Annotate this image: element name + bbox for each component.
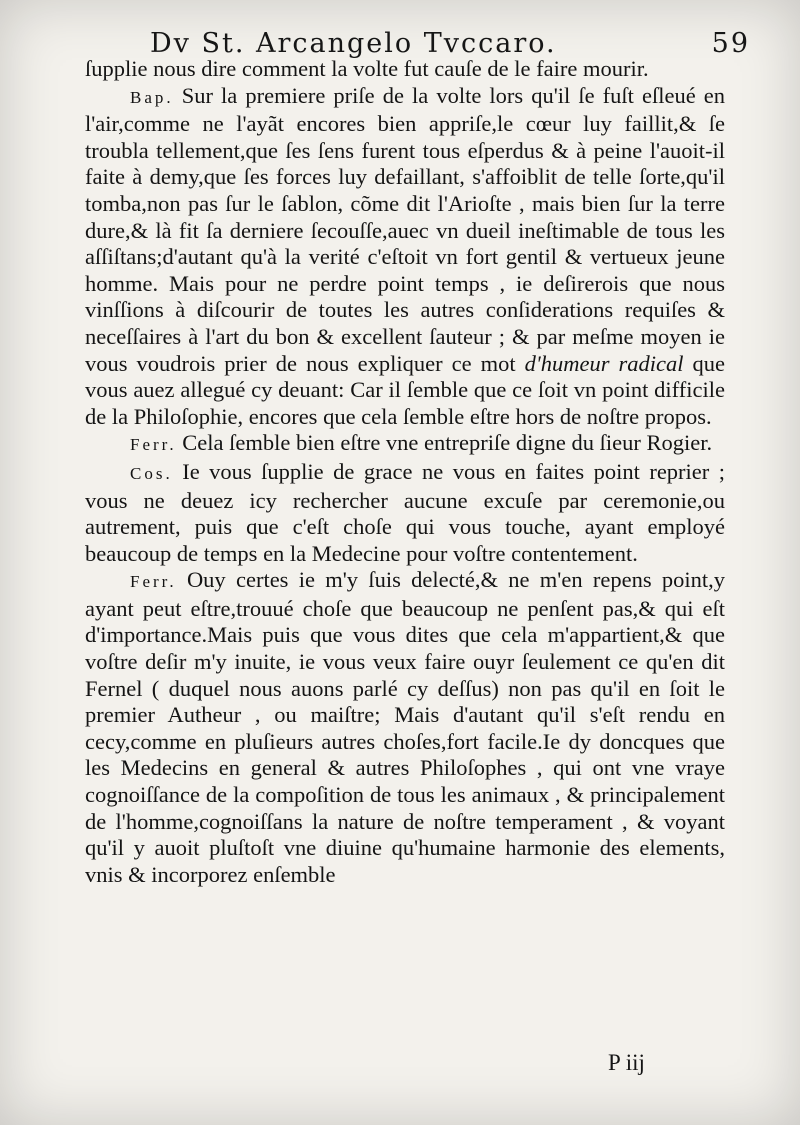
paragraph [85,567,725,888]
paragraph-text: ſupplie nous dire comment la volte fut cauſe de le faire mourir. [85,56,649,81]
emphasized-term: d'humeur radical [524,350,684,376]
paragraph-text: Ouy certes ie m'y ſuis delecté,& ne m'en repens point,y ayant peut eſtre,trouué choſe que beaucoup ne penſent pas,& qui eſt d'importance.Mais puis que vous dites que cela m'appartient,& que voſtre deſir m'y inuite, ie vous veux faire ouyr ſeulement ce qu'en dit Fernel ( duquel nous auons parlé cy deſſus) non pas qu'il en ſoit le premier Autheur , ou maiſtre; Mais d'autant qu'il s'eſt rendu en cecy,comme en pluſieurs autres choſes,fort facile.Ie dy doncques que les Medecins en general & autres Philoſophes , qui ont vne vraye cognoiſſance de la compoſition de tous les animaux , & principalement de l'homme,cognoiſſans la nature de noſtre temperament , & voyant qu'il y auoit pluſtoſt vne diuine qu'humaine harmonie des elements, vnis & incorporez enſemble [85,567,726,887]
paragraph-text: que vous auez allegué cy deuant: Car il ſemble que ce ſoit vn point difficile de la Philoſophie, encores que cela ſemble eſtre hors de noſtre propos. [85,350,725,429]
paragraph [85,83,725,431]
paragraph [85,56,725,83]
page-number: 59 [711,28,750,59]
speaker-label: Ferr. [130,572,177,592]
paragraph [85,459,725,567]
speaker-label: Bap. [130,87,174,107]
paragraph-text: Sur la premiere priſe de la volte lors qu'il ſe fuſt eſleué en l'air,comme ne l'ayãt encores bien appriſe,le cœur luy faillit,& ſe troubla tellement,que ſes ſens furent tous eſperdus & à peine l'auoit-il faite à demy,que ſes forces luy defaillant, s'affoiblit de telle ſorte,qu'il tomba,non pas ſur le ſablon, cõme dit l'Arioſte , mais bien ſur la terre dure,& là fit ſa derniere ſecouſſe,auec vn dueil ineſtimable de tous les aſſiſtans;d'autant qu'à la verité c'eſtoit vn fort gentil & vertueux jeune homme. Mais pour ne perdre point temps , ie deſirerois que nous vinſſions à diſcourir de toutes les autres conſiderations requiſes & neceſſaires à l'art du bon & excellent ſauteur ; & par meſme moyen ie vous voudrois prier de nous expliquer ce mot [85,82,726,376]
speaker-label: Cos. [130,463,173,483]
paragraph [85,430,725,459]
paragraph-text: Ie vous ſupplie de grace ne vous en faites point reprier ; vous ne deuez icy rechercher aucune excuſe par ceremonie,ou autrement, puis que c'eſt choſe qui vous touche, ayant employé beaucoup de temps en la Medecine pour voſtre contentement. [85,458,726,566]
speaker-label: Ferr. [130,435,177,455]
paragraph-text: Cela ſemble bien eſtre vne entrepriſe digne du ſieur Rogier. [182,430,713,456]
running-title: Dv St. Arcangelo Tvccaro. [150,28,557,59]
body-text [85,56,725,888]
signature-mark: P iij [608,1050,645,1075]
